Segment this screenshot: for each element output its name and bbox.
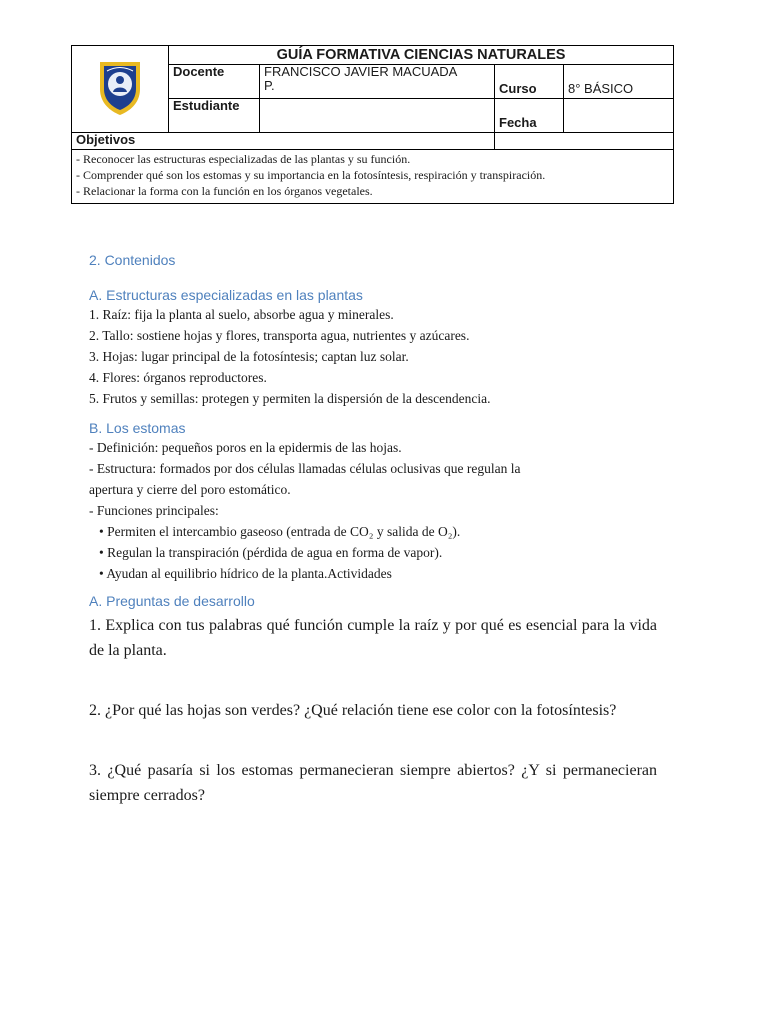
- question-2: 2. ¿Por qué las hojas son verdes? ¿Qué relación tiene ese color con la fotosíntesis?: [89, 702, 617, 719]
- list-item: 5. Frutos y semillas: protegen y permiten la dispersión de la descendencia.: [89, 391, 491, 406]
- docente-value-line1: FRANCISCO JAVIER MACUADA: [264, 64, 458, 79]
- question-1: 1. Explica con tus palabras qué función cumple la raíz y por qué es esencial para la vida de la planta.: [89, 617, 657, 659]
- school-logo-cell: [72, 46, 169, 133]
- estomas-funciones-label: - Funciones principales:: [89, 503, 219, 518]
- section-contenidos-title: 2. Contenidos: [89, 252, 176, 268]
- list-item: 1. Raíz: fija la planta al suelo, absorbe agua y minerales.: [89, 307, 394, 322]
- header-table: [71, 45, 674, 204]
- docente-value: [260, 65, 495, 99]
- estomas-estructura-line1: - Estructura: formados por dos células llamadas células oclusivas que regulan la: [89, 461, 521, 476]
- estudiante-label: Estudiante: [169, 99, 260, 133]
- objetivos-empty-cell: [495, 133, 674, 150]
- estomas-funciones-list: [89, 521, 657, 584]
- estructuras-list: [89, 304, 657, 409]
- objetivo-item: - Relacionar la forma con la función en los órganos vegetales.: [76, 184, 373, 198]
- main-content: [89, 251, 657, 808]
- section-estructuras-title: A. Estructuras especializadas en las plantas: [89, 287, 363, 303]
- objetivo-item: - Reconocer las estructuras especializadas de las plantas y su función.: [76, 152, 411, 166]
- list-item: 4. Flores: órganos reproductores.: [89, 370, 267, 385]
- objetivo-item: - Comprender qué son los estomas y su importancia en la fotosíntesis, respiración y transpiración.: [76, 168, 546, 182]
- list-item: • Permiten el intercambio gaseoso (entrada de CO₂ y salida de O₂).: [99, 524, 461, 539]
- objetivos-list: [72, 150, 674, 204]
- list-item: 3. Hojas: lugar principal de la fotosíntesis; captan luz solar.: [89, 349, 409, 364]
- estudiante-field[interactable]: [260, 99, 495, 133]
- docente-value-line2: P.: [264, 78, 275, 93]
- objetivos-label: Objetivos: [72, 133, 495, 150]
- list-item: • Ayudan al equilibrio hídrico de la planta.Actividades: [99, 566, 392, 581]
- fecha-field[interactable]: [564, 99, 674, 133]
- list-item: • Regulan la transpiración (pérdida de agua en forma de vapor).: [99, 545, 443, 560]
- question-3: 3. ¿Qué pasaría si los estomas permanecieran siempre abiertos? ¿Y si permanecieran siempre cerrados?: [89, 762, 657, 804]
- document-title: GUÍA FORMATIVA CIENCIAS NATURALES: [169, 46, 674, 65]
- fecha-label: Fecha: [495, 99, 564, 133]
- school-shield-logo: [97, 59, 143, 117]
- list-item: 2. Tallo: sostiene hojas y flores, transporta agua, nutrientes y azúcares.: [89, 328, 470, 343]
- curso-value: 8° BÁSICO: [564, 65, 674, 99]
- section-estomas-title: B. Los estomas: [89, 420, 186, 436]
- curso-label: Curso: [495, 65, 564, 99]
- section-preguntas-title: A. Preguntas de desarrollo: [89, 593, 255, 609]
- docente-label: Docente: [169, 65, 260, 99]
- estomas-definicion: - Definición: pequeños poros en la epidermis de las hojas.: [89, 440, 402, 455]
- estomas-estructura-line2: apertura y cierre del poro estomático.: [89, 482, 291, 497]
